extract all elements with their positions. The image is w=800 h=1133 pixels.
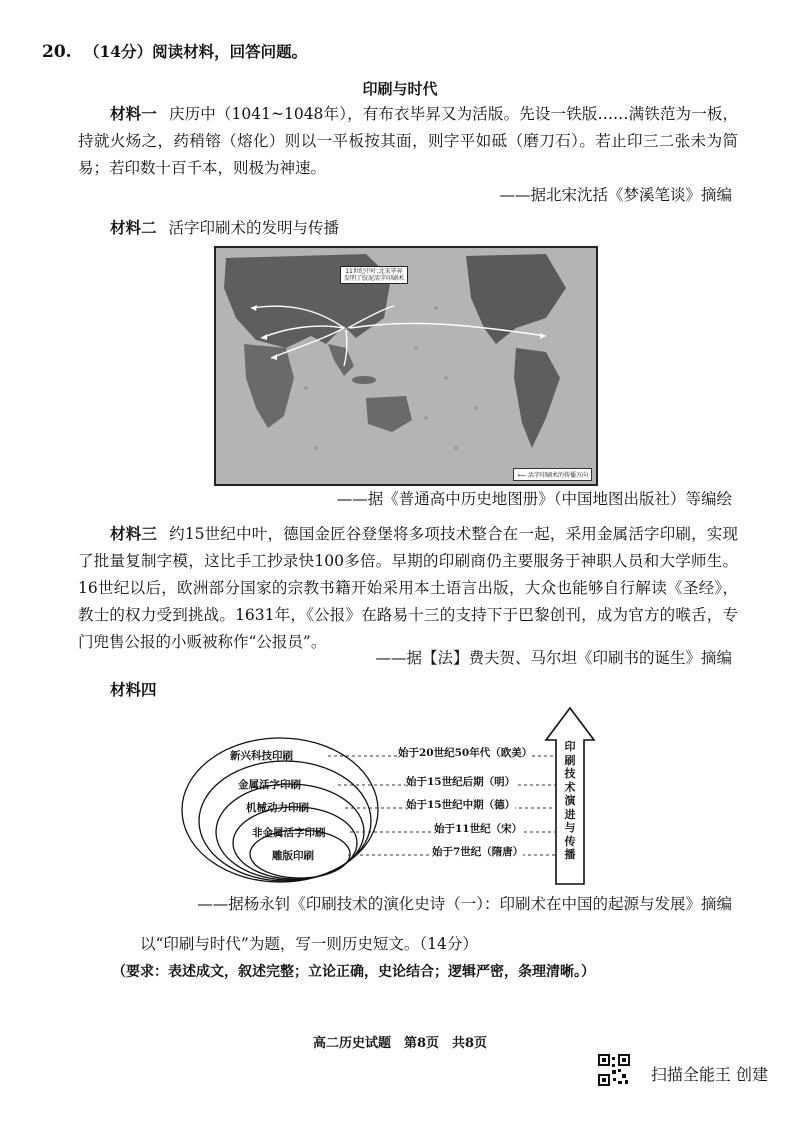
question-number: 20. (42, 42, 72, 62)
material-2-header (110, 220, 339, 237)
diagram-graphic (170, 700, 610, 890)
period-11th: 始于11世纪（宋） (434, 823, 523, 835)
scanner-watermark: 扫描全能王 创建 (650, 1065, 768, 1084)
material-1-text: 庆历中（1041~1048年），有布衣毕昇又为活版。先设一铁版……满铁范为一板，持就火炀之，药稍镕（熔化）则以一平板按其面，则字平如砥（磨刀石）。若止印三二张未为简易；若印数十百千本，则极为神速。 (78, 105, 738, 177)
period-1950s: 始于20世纪50年代（欧美） (398, 747, 533, 759)
material-2-heading: 活字印刷术的发明与传播 (168, 219, 340, 237)
material-3 (78, 520, 738, 656)
layer-mechanical: 机械动力印刷 (246, 802, 309, 814)
question-instruction: （14分）阅读材料，回答问题。 (84, 42, 308, 61)
material-2-source: ——据《普通高中历史地图册》（中国地图出版社）等编绘 (336, 490, 732, 508)
material-4-source: ——据杨永钊《印刷技术的演化史诗（一）：印刷术在中国的起源与发展》摘编 (197, 895, 732, 913)
material-1 (78, 100, 738, 182)
period-7th: 始于7世纪（隋唐） (432, 846, 524, 858)
material-3-source: ——据【法】费夫贺、马尔坦《印刷书的诞生》摘编 (375, 649, 732, 667)
layer-metal-type: 金属活字印刷 (238, 779, 301, 791)
material-1-source: ——据北宋沈括《梦溪笔谈》摘编 (499, 186, 732, 204)
map-legend-text: 活字印刷术的传播方向 (527, 472, 588, 479)
material-2-label: 材料二 (110, 218, 157, 237)
material-4-label: 材料四 (110, 680, 157, 699)
map-annotation: 11世纪中叶,北宋毕昇发明了胶泥活字印刷术 (340, 266, 408, 284)
spread-map (214, 246, 598, 486)
task-requirements: （要求：表述成文，叙述完整；立论正确，史论结合；逻辑严密，条理清晰。） (112, 964, 595, 980)
layer-nonmetal-type: 非金属活字印刷 (252, 827, 326, 839)
evolution-diagram (170, 700, 610, 890)
layer-woodblock: 雕版印刷 (272, 850, 314, 862)
arrow-label: 印刷技术演进与传播 (564, 740, 576, 861)
material-3-text: 约15世纪中叶，德国金匠谷登堡将多项技术整合在一起，采用金属活字印刷，实现了批量复制字模，这比手工抄录快100多倍。早期的印刷商仍主要服务于神职人员和大学师生。16世纪以后，欧洲部分国家的宗教书籍开始采用本土语言出版，大众也能够自行解读《圣经》，教士的权力受到挑战。1631年，《公报》在路易十三的支持下于巴黎创刊，成为官方的喉舌，专门兜售公报的小贩被称作“公报员”。 (78, 525, 738, 651)
qr-code-icon (598, 1054, 630, 1086)
essay-title: 印刷与时代 (362, 80, 438, 98)
period-mid-15th: 始于15世纪中期（德） (406, 799, 516, 811)
task-prompt: 以“印刷与时代”为题，写一则历史短文。（14分） (140, 935, 478, 953)
map-legend: ⟵ 活字印刷术的传播方向 (513, 468, 592, 481)
material-1-label: 材料一 (110, 104, 157, 123)
period-late-15th: 始于15世纪后期（明） (406, 776, 516, 788)
layer-emerging-tech: 新兴科技印刷 (230, 750, 293, 762)
material-3-label: 材料三 (110, 524, 158, 543)
page-footer: 高二历史试题 第8页 共8页 (312, 1036, 488, 1051)
